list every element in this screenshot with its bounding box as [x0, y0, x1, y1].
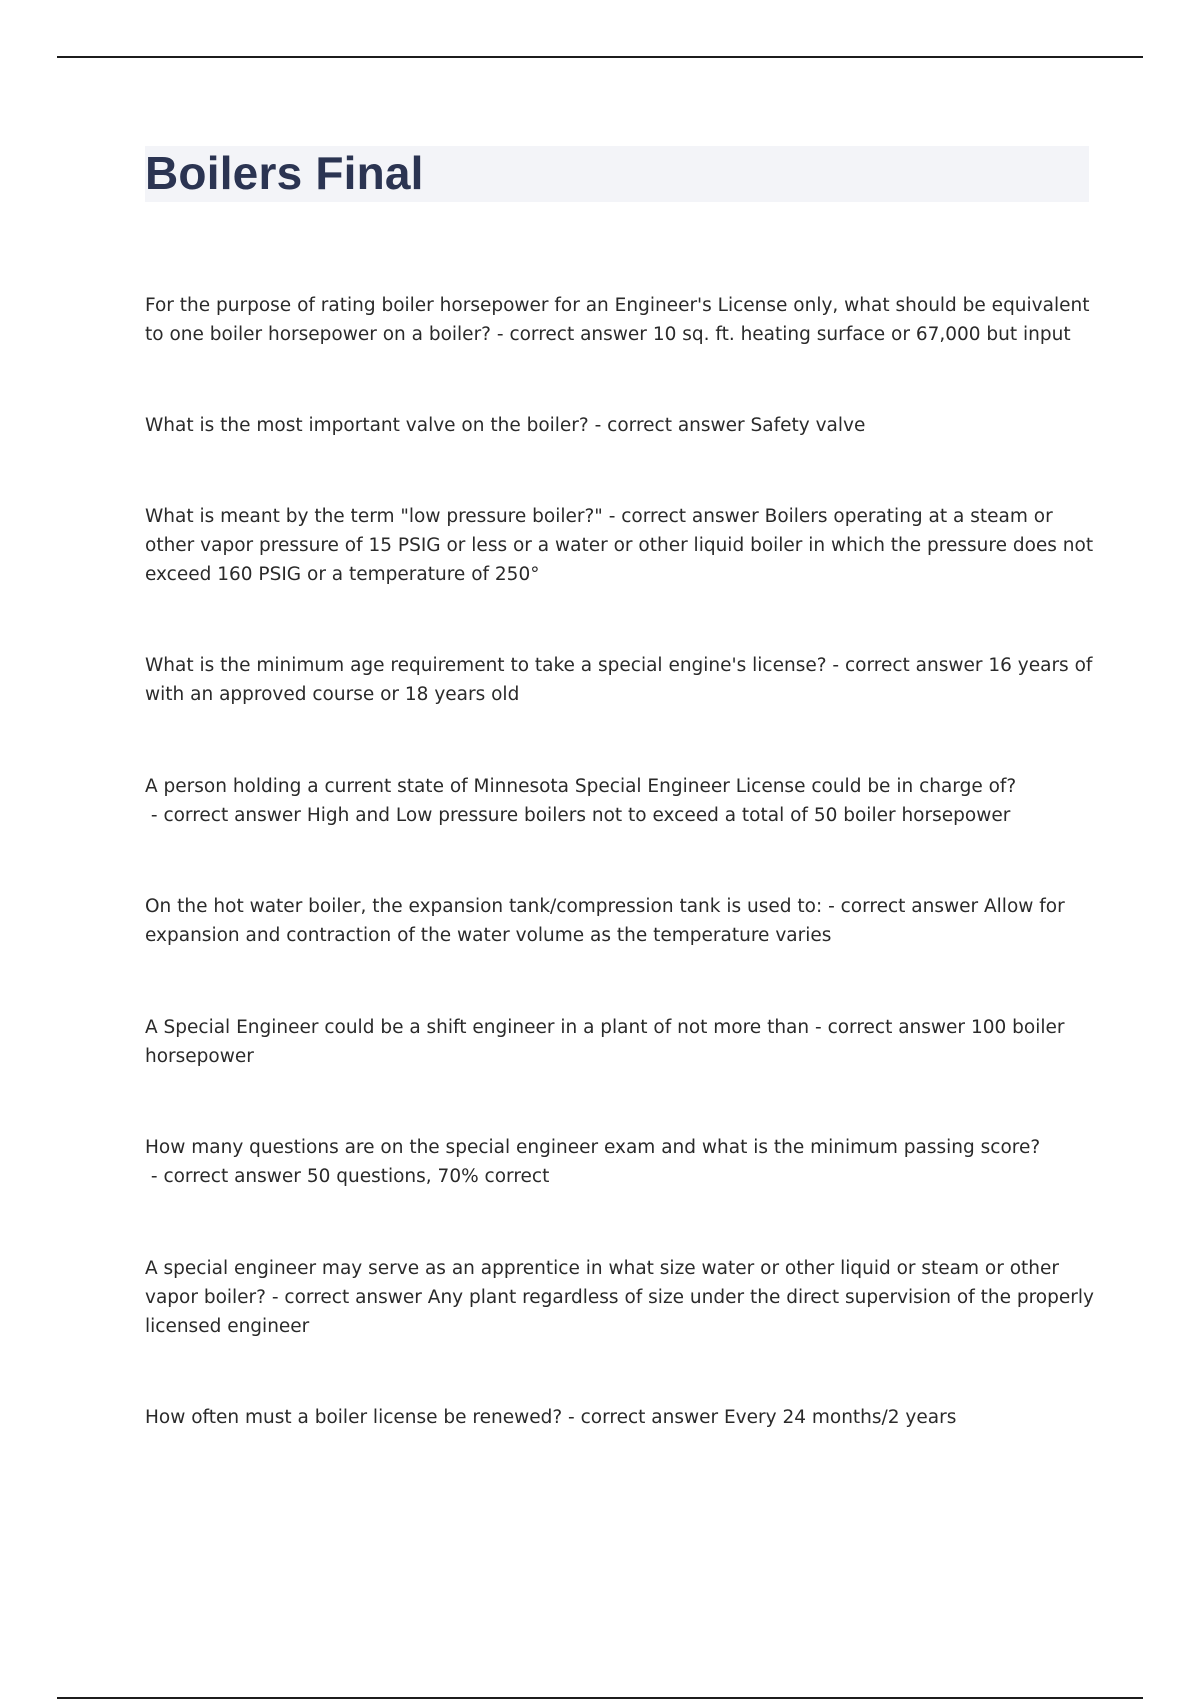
separator: -: [145, 1166, 164, 1187]
question-text: For the purpose of rating boiler horsepower for an Engineer's License only, what should be equivalent to one boiler horsepower on a boiler?: [145, 295, 1090, 345]
answer-text: 50 questions, 70% correct: [306, 1166, 550, 1187]
answer-text: 10 sq. ft. heating surface or 67,000 but input: [652, 324, 1071, 345]
question-text: How often must a boiler license be renewed?: [145, 1407, 563, 1428]
question-text: How many questions are on the special engineer exam and what is the minimum passing score?: [145, 1137, 1041, 1158]
separator: -: [562, 1407, 581, 1428]
qa-item-3: [145, 502, 1095, 589]
answer-label: correct answer: [840, 896, 979, 917]
answer-text: Any plant regardless of size under the direct supervision of the properly licensed engineer: [145, 1287, 1094, 1337]
bottom-rule: [57, 1697, 1143, 1699]
answer-text: 16 years of with an approved course or 18 years old: [145, 655, 1093, 705]
answer-text: Safety valve: [750, 415, 866, 436]
qa-item-6: [145, 892, 1095, 950]
separator: -: [826, 655, 845, 676]
answer-text: 100 boiler horsepower: [145, 1017, 1065, 1067]
question-text: A person holding a current state of Minnesota Special Engineer License could be in charge of?: [145, 776, 1017, 797]
separator: -: [602, 506, 622, 527]
qa-item-2: [145, 411, 1095, 440]
qa-item-8: [145, 1133, 1095, 1191]
qa-item-5: [145, 772, 1095, 830]
separator: -: [588, 415, 608, 436]
answer-label: correct answer: [827, 1017, 966, 1038]
top-rule: [57, 56, 1143, 58]
answer-text: Every 24 months/2 years: [723, 1407, 957, 1428]
qa-item-10: [145, 1403, 1095, 1432]
answer-label: correct answer: [607, 415, 745, 436]
qa-item-1: [145, 291, 1095, 349]
answer-label: correct answer: [580, 1407, 719, 1428]
answer-label: correct answer: [844, 655, 983, 676]
answer-label: correct answer: [163, 805, 301, 826]
separator: -: [822, 896, 841, 917]
separator: -: [145, 805, 164, 826]
qa-item-4: [145, 651, 1095, 709]
question-text: A Special Engineer could be a shift engineer in a plant of not more than: [145, 1017, 810, 1038]
qa-item-9: [145, 1254, 1095, 1341]
answer-text: Allow for expansion and contraction of the water volume as the temperature varies: [145, 896, 1065, 946]
answer-label: correct answer: [621, 506, 759, 527]
separator: -: [491, 324, 510, 345]
answer-text: Boilers operating at a steam or other vapor pressure of 15 PSIG or less or a water or other liquid boiler in which the pressure does not exceed 160 PSIG or a temperature of 250°: [145, 506, 1094, 585]
answer-label: correct answer: [284, 1287, 422, 1308]
question-text: What is the most important valve on the boiler?: [145, 415, 589, 436]
separator: -: [265, 1287, 285, 1308]
question-text: What is the minimum age requirement to take a special engine's license?: [145, 655, 827, 676]
qa-item-7: [145, 1013, 1095, 1071]
answer-label: correct answer: [163, 1166, 301, 1187]
question-text: On the hot water boiler, the expansion tank/compression tank is used to:: [145, 896, 823, 917]
page-title: Boilers Final: [145, 147, 424, 199]
answer-text: High and Low pressure boilers not to exceed a total of 50 boiler horsepower: [306, 805, 1011, 826]
separator: -: [809, 1017, 828, 1038]
answer-label: correct answer: [509, 324, 647, 345]
question-text: What is meant by the term "low pressure boiler?": [145, 506, 603, 527]
question-text: A special engineer may serve as an apprentice in what size water or other liquid or steam or other vapor boiler?: [145, 1258, 1060, 1308]
